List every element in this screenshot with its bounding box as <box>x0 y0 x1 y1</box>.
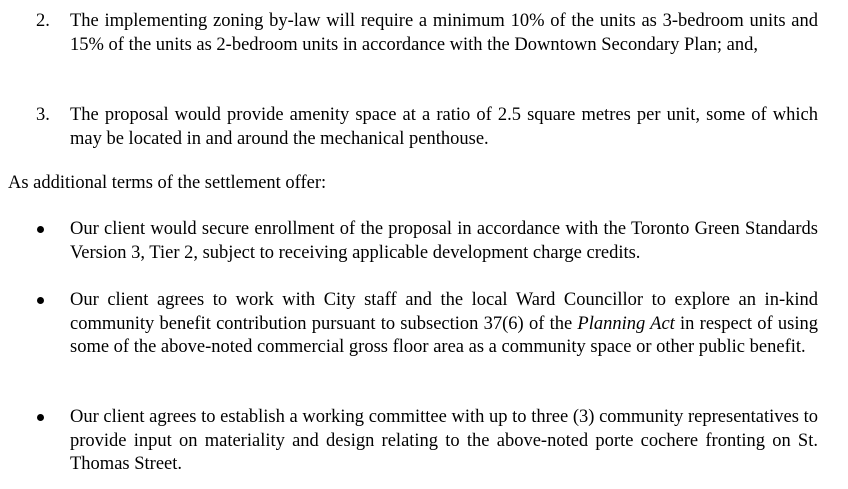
bullet-text: Our client agrees to establish a working committee with up to three (3) community representatives to provide input on materiality and design relating to the above-noted porte cochere fronting on St. Thomas Street. <box>70 407 818 474</box>
bullet-icon <box>37 414 44 421</box>
bullet-icon <box>37 297 44 304</box>
item-number: 3. <box>36 105 50 125</box>
bullet-text <box>70 289 818 360</box>
bullet-text: Our client would secure enrollment of the proposal in accordance with the Toronto Green Standards Version 3, Tier 2, subject to receiving applicable development charge credits. <box>70 219 818 263</box>
intro-paragraph: As additional terms of the settlement offer: <box>8 173 327 193</box>
bullet-text-before: Our client agrees to work with City staff and the local Ward Councillor to explore an in-kind community benefit contribution pursuant to subsection 37(6) of the <box>70 290 818 334</box>
bullet-text-after: in respect of using some of the above-noted commercial gross floor area as a community space or other public benefit. <box>70 313 819 357</box>
planning-act-italic: Planning Act <box>577 313 675 334</box>
item-text: The proposal would provide amenity space at a ratio of 2.5 square metres per unit, some of which may be located in and around the mechanical penthouse. <box>70 105 818 149</box>
item-number: 2. <box>36 11 50 31</box>
item-text: The implementing zoning by-law will require a minimum 10% of the units as 3-bedroom units and 15% of the units as 2-bedroom units in accordance with the Downtown Secondary Plan; and, <box>70 11 818 55</box>
bullet-icon <box>37 226 44 233</box>
